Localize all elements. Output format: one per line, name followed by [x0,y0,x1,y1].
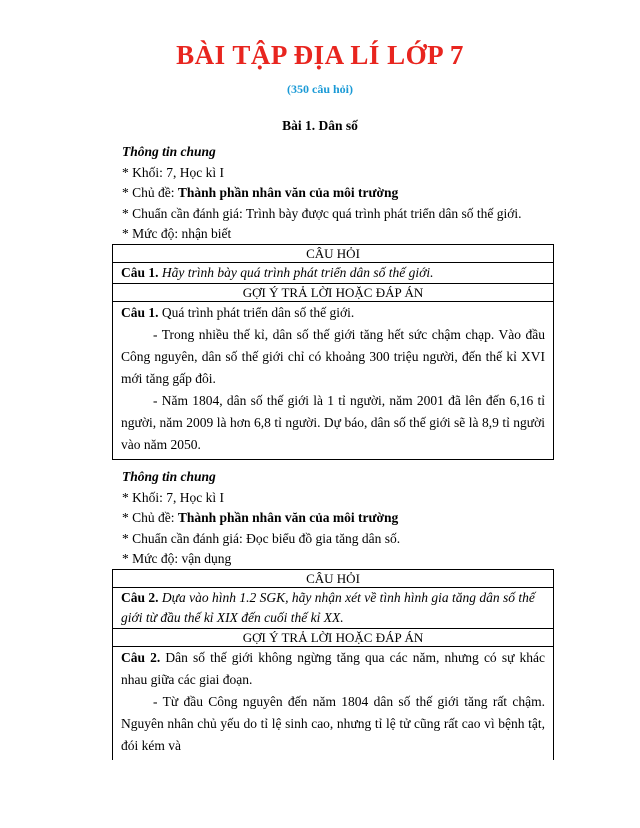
answer-intro: Dân số thế giới không ngừng tăng qua các năm, nhưng có sự khác nhau giữa các giai đoạn. [121,650,545,687]
info-grade: * Khối: 7, Học kì I [122,489,224,505]
answer-header: GỢI Ý TRẢ LỜI HOẶC ĐÁP ÁN [113,283,553,301]
question-header: CÂU HỎI [306,246,360,261]
info-topic-prefix: * Chủ đề: [122,510,178,525]
info-topic [122,508,400,529]
answer-paragraph: - Năm 1804, dân số thế giới là 1 tỉ người, năm 2001 đã lên đến 6,16 tỉ người, năm 2009 là hơn 6,8 tỉ người. Dự báo, dân số thế giới sẽ là 8,9 tỉ người vào năm 2050. [121,393,545,452]
answer-body [113,301,553,459]
answer-intro-line [121,302,545,324]
answer-header: GỢI Ý TRẢ LỜI HOẶC ĐÁP ÁN [113,628,553,646]
question-row [113,262,553,283]
question-text: Hãy trình bày quá trình phát triển dân số thế giới. [161,265,434,280]
question-row [113,587,553,628]
info-heading: Thông tin chung [122,144,216,159]
info-topic-value: Thành phần nhân văn của môi trường [177,185,399,200]
lesson-title: Bài 1. Dân số [282,118,358,133]
question-label: Câu 1. [121,265,159,280]
info-topic [122,183,522,204]
question-label: Câu 2. [121,590,159,605]
answer-intro-line [121,647,545,691]
question-header: CÂU HỎI [306,571,360,586]
answer-paragraph: - Trong nhiều thế kỉ, dân số thế giới tăng hết sức chậm chạp. Vào đầu Công nguyên, dân số thế giới chỉ có khoảng 300 triệu người, đến thế kỉ XVI mới tăng gấp đôi. [121,327,545,386]
question-box-2 [112,569,554,760]
info-topic-value: Thành phần nhân văn của môi trường [177,510,399,525]
answer-intro: Quá trình phát triển dân số thế giới. [161,305,355,320]
answer-paragraph: - Từ đầu Công nguyên đến năm 1804 dân số thế giới tăng rất chậm. Nguyên nhân chủ yếu do tỉ lệ sinh cao, nhưng tỉ lệ tử cũng rất cao vì bệnh tật, đói kém và [121,694,545,753]
info-level: * Mức độ: nhận biết [122,226,232,241]
general-info-2 [122,467,400,570]
document-subtitle: (350 câu hỏi) [287,82,353,96]
answer-label: Câu 1. [121,305,159,320]
answer-body [113,646,553,760]
question-box-1 [112,244,554,460]
general-info-1 [122,142,522,245]
info-heading: Thông tin chung [122,469,216,484]
document-title: BÀI TẬP ĐỊA LÍ LỚP 7 [176,40,464,70]
info-level: * Mức độ: vận dụng [122,551,232,566]
info-standard: * Chuẩn cần đánh giá: Trình bày được quá trình phát triển dân số thế giới. [122,205,522,221]
info-standard: * Chuẩn cần đánh giá: Đọc biểu đồ gia tăng dân số. [122,530,401,546]
info-topic-prefix: * Chủ đề: [122,185,178,200]
answer-label: Câu 2. [121,650,161,665]
info-grade: * Khối: 7, Học kì I [122,164,224,180]
question-text: Dựa vào hình 1.2 SGK, hãy nhận xét về tình hình gia tăng dân số thế giới từ đầu thế kỉ XIX đến cuối thế kỉ XX. [121,590,535,625]
